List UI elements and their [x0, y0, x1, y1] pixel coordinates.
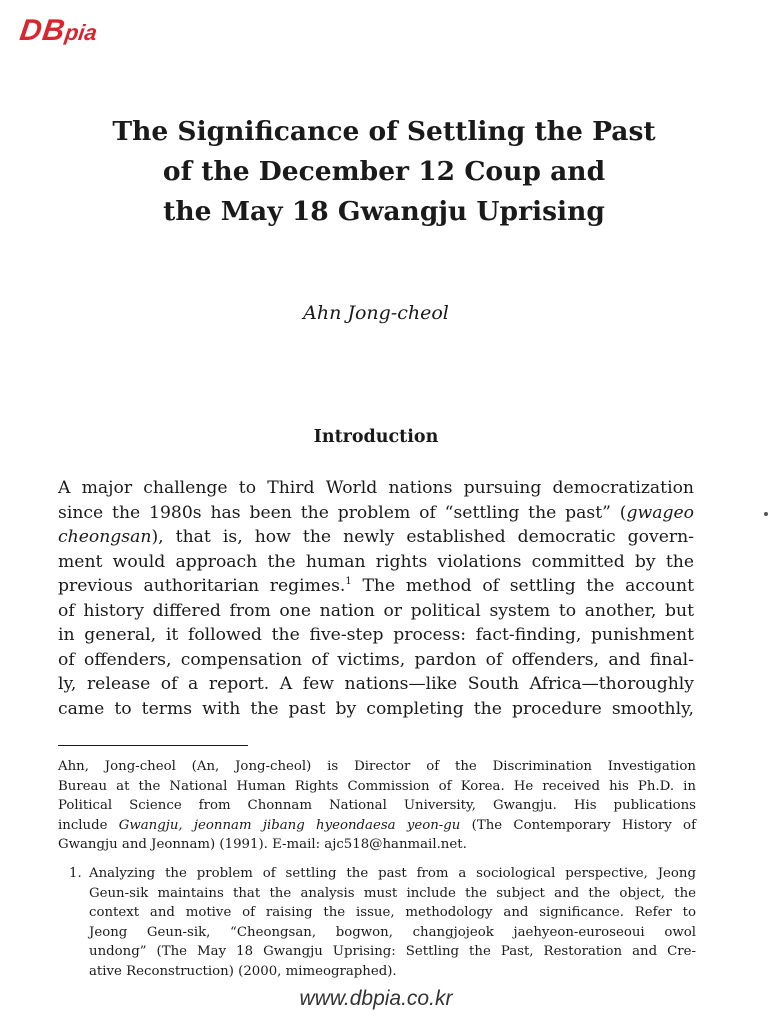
note-text: include [58, 817, 119, 833]
footer-url[interactable]: www.dbpia.co.kr [299, 987, 453, 1010]
note-line: Gwangju and Jeonnam) (1991). E-mail: ajc518@hanmail.net. [58, 837, 467, 852]
title-line-2: of the December 12 Coup and [162, 156, 606, 187]
body-line: ly, release of a report. A few nations—like South Africa—thoroughly [58, 674, 694, 694]
dbpia-logo [18, 14, 100, 48]
title-line-1: The Significance of Settling the Past [112, 116, 656, 147]
note-line: Bureau at the National Human Rights Commission of Korea. He received his Ph.D. in [58, 778, 696, 794]
footnote-line: Jeong Geun-sik, “Cheongsan, bogwon, changjojeok jaehyeon-euroseoui owol [89, 924, 696, 940]
body-line [58, 501, 694, 526]
body-line [58, 525, 694, 550]
body-line: of history differed from one nation or political system to another, but [58, 600, 694, 621]
body-text: since the 1980s has been the problem of “settling the past” ( [58, 502, 627, 523]
body-line [58, 574, 694, 599]
body-text: ), that is, how the newly established democratic govern- [151, 527, 694, 547]
body-paragraph [58, 476, 694, 721]
body-italic: cheongsan [58, 527, 152, 547]
body-line: came to terms with the past by completing the procedure smoothly, [58, 698, 694, 719]
footnote-line: Geun-sik maintains that the analysis must include the subject and the object, the [89, 885, 696, 901]
logo-small-text: pia [63, 20, 99, 45]
logo-main-text: DB [17, 14, 68, 47]
note-line: Ahn, Jong-cheol (An, Jong-cheol) is Director of the Discrimination Investigation [58, 759, 696, 774]
body-italic: gwageo [626, 502, 694, 523]
footnote-1 [58, 864, 696, 981]
author-name: Ahn Jong-cheol [303, 302, 449, 324]
section-heading: Introduction [313, 427, 439, 447]
footnote-line: Analyzing the problem of settling the past from a sociological perspective, Jeong [89, 866, 696, 881]
note-text: (The Contemporary History of [460, 817, 696, 833]
footnote-number: 1. [69, 866, 82, 881]
edge-mark [764, 512, 768, 516]
note-line: Political Science from Chonnam National University, Gwangju. His publications [58, 798, 696, 813]
note-line [58, 816, 696, 836]
author-note [58, 757, 696, 855]
footnote-line: context and motive of raising the issue, methodology and significance. Refer to [89, 905, 696, 920]
note-italic: Gwangju, jeonnam jibang hyeondaesa yeon-gu [118, 817, 461, 833]
footnote-divider [58, 745, 248, 746]
body-line: ment would approach the human rights violations committed by the [58, 551, 694, 572]
body-line: in general, it followed the five-step process: fact-finding, punishment [58, 625, 694, 645]
footnote-ref[interactable]: 1 [345, 576, 352, 587]
footnote-line: undong” (The May 18 Gwangju Uprising: Settling the Past, Restoration and Cre- [89, 944, 696, 959]
paper-title [0, 112, 768, 232]
body-text: The method of settling the account [351, 576, 694, 596]
footnote-line: ative Reconstruction) (2000, mimeographed). [89, 963, 397, 979]
footnote-text [89, 864, 696, 981]
body-text: previous authoritarian regimes. [58, 576, 346, 596]
body-line: of offenders, compensation of victims, pardon of offenders, and final- [58, 649, 694, 670]
title-line-3: the May 18 Gwangju Uprising [163, 196, 605, 227]
body-line: A major challenge to Third World nations pursuing democratization [58, 478, 694, 498]
